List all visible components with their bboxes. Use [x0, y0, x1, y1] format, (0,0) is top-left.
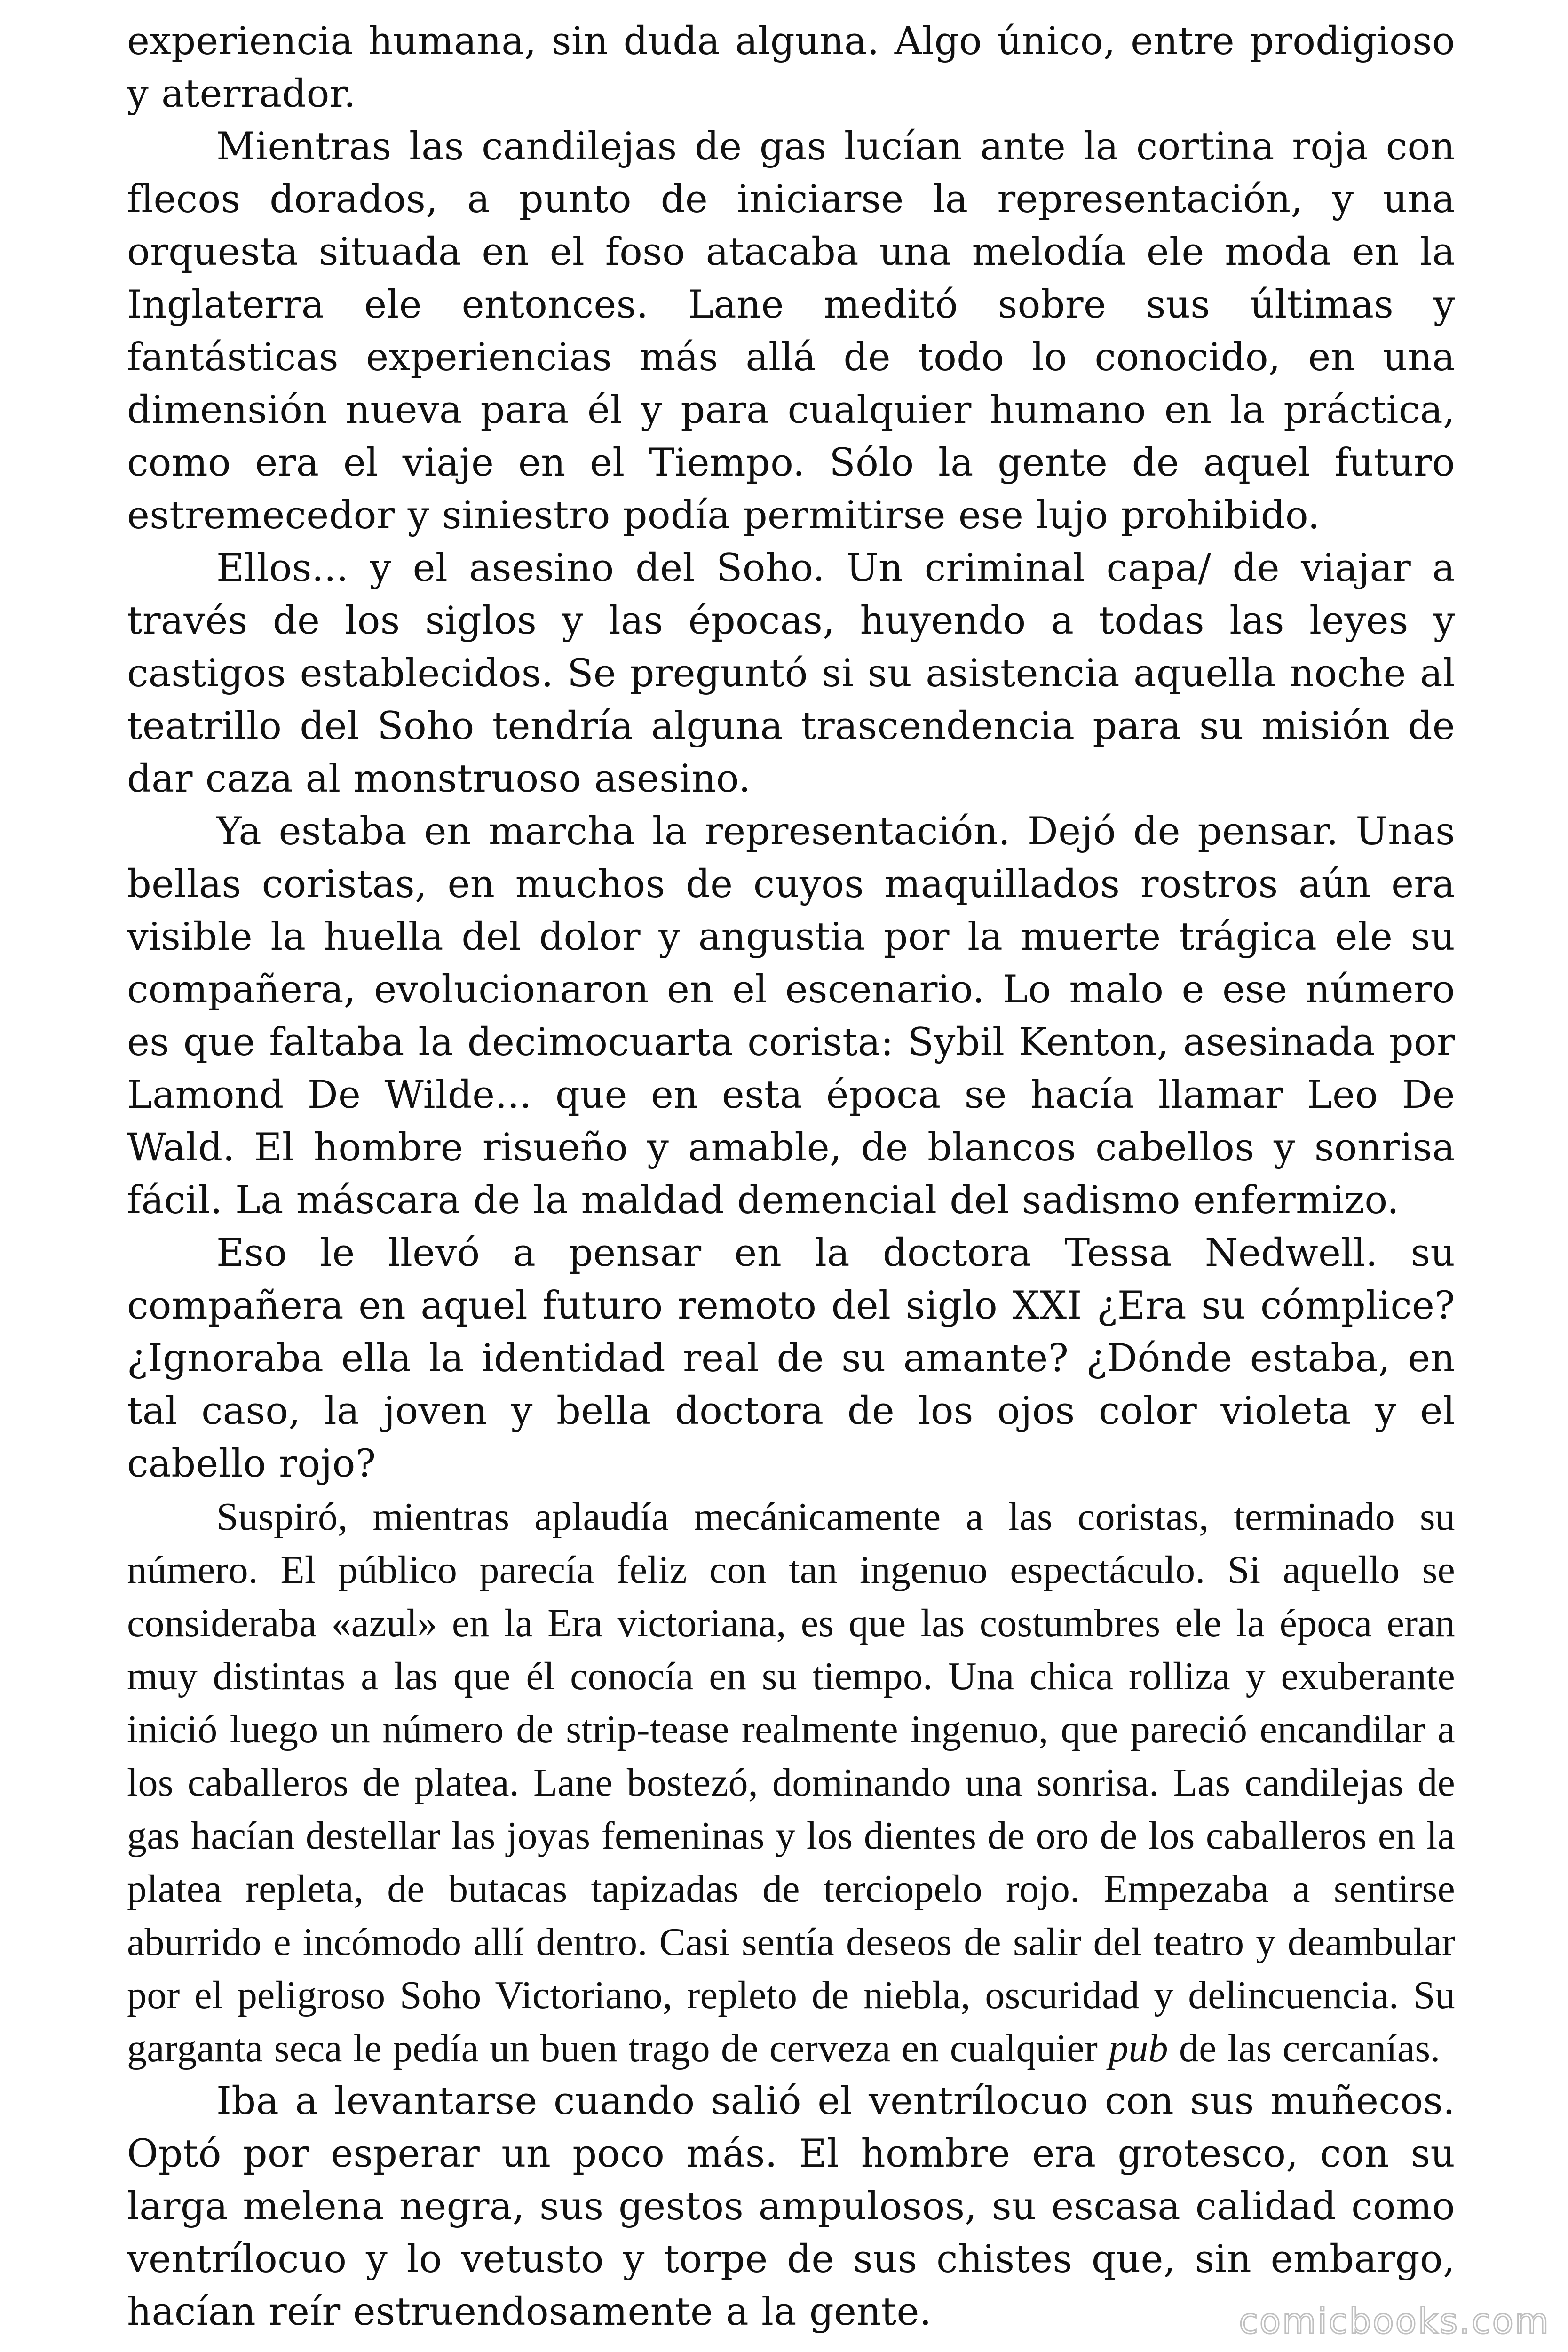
- paragraph-6: [127, 1490, 1455, 2075]
- paragraph-6-italic-word: pub: [1109, 2026, 1168, 2070]
- site-watermark: comicbooks.com: [1239, 2301, 1550, 2342]
- paragraph-6-text-after: de las cercanías.: [1168, 2026, 1441, 2070]
- book-page-text: [127, 15, 1455, 2338]
- paragraph-7: Iba a levantarse cuando salió el ventrílocuo con sus muñecos. Optó por esperar un poco más. El hombre era grotesco, con su larga melena negra, sus gestos ampulosos, su escasa calidad como ventrílocuo y lo vetusto y torpe de sus chistes que, sin embargo, hacían reír estruendosamente a la gente.: [127, 2079, 1455, 2334]
- paragraph-1: experiencia humana, sin duda alguna. Algo único, entre prodigioso y aterrador.: [127, 19, 1455, 116]
- paragraph-5: Eso le llevó a pensar en la doctora Tessa Nedwell. su compañera en aquel futuro remoto del siglo XXI ¿Era su cómplice? ¿Ignoraba ella la identidad real de su amante? ¿Dónde estaba, en tal caso, la joven y bella doctora de los ojos color violeta y el cabello rojo?: [127, 1231, 1455, 1486]
- paragraph-3: Ellos... y el asesino del Soho. Un criminal capa/ de viajar a través de los siglos y las épocas, huyendo a todas las leyes y castigos establecidos. Se preguntó si su asistencia aquella noche al teatrillo del Soho tendría alguna trascendencia para su misión de dar caza al monstruoso asesino.: [127, 546, 1455, 801]
- paragraph-4: Ya estaba en marcha la representación. Dejó de pensar. Unas bellas coristas, en muchos de cuyos maquillados rostros aún era visible la huella del dolor y angustia por la muerte trágica ele su compañera, evolucionaron en el escenario. Lo malo e ese número es que faltaba la decimocuarta corista: Sybil Kenton, asesinada por Lamond De Wilde... que en esta época se hacía llamar Leo De Wald. El hombre risueño y amable, de blancos cabellos y sonrisa fácil. La máscara de la maldad demencial del sadismo enfermizo.: [127, 810, 1455, 1223]
- paragraph-6-text-before: Suspiró, mientras aplaudía mecánicamente a las coristas, terminado su número. El público parecía feliz con tan ingenuo espectáculo. Si aquello se consideraba «azul» en la Era victoriana, es que las costumbres ele la época eran muy distintas a las que él conocía en su tiempo. Una chica rolliza y exuberante inició luego un número de strip-tease realmente ingenuo, que pareció encandilar a los caballeros de platea. Lane bostezó, dominando una sonrisa. Las candilejas de gas hacían destellar las joyas femeninas y los dientes de oro de los caballeros en la platea repleta, de butacas tapizadas de terciopelo rojo. Empezaba a sentirse aburrido e incómodo allí dentro. Casi sentía deseos de salir del teatro y deambular por el peligroso Soho Victoriano, repleto de niebla, oscuridad y delincuencia. Su garganta seca le pedía un buen trago de cerveza en cualquier: [127, 1495, 1455, 2070]
- paragraph-2: Mientras las candilejas de gas lucían ante la cortina roja con flecos dorados, a punto de iniciarse la representación, y una orquesta situada en el foso atacaba una melodía ele moda en la Inglaterra ele entonces. Lane meditó sobre sus últimas y fantásticas experiencias más allá de todo lo conocido, en una dimensión nueva para él y para cualquier humano en la práctica, como era el viaje en el Tiempo. Sólo la gente de aquel futuro estremecedor y siniestro podía permitirse ese lujo prohibido.: [127, 125, 1455, 538]
